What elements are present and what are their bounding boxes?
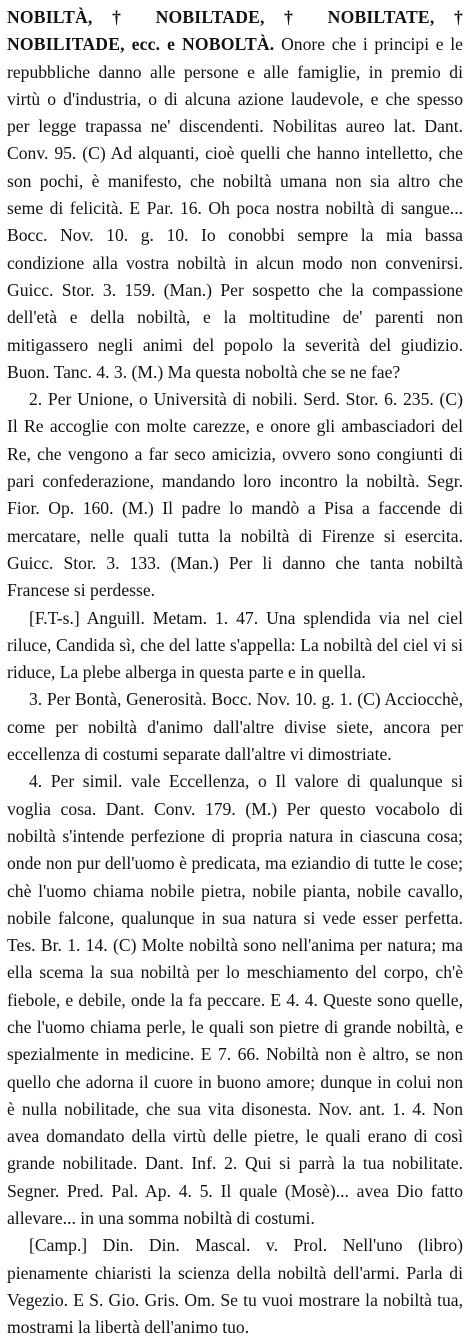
entry-sense-2: 2. Per Unione, o Università di nobili. Serd. Stor. 6. 235. (C) Il Re accoglie con molte carezze, e onore gli ambasciadori del Re, che vengono a far seco amicizia, ovvero sono congiunti di pari confederazione, mandando loro incontro la nobiltà. Segr. Fior. Op. 160. (M.) Il padre lo mandò a Pisa a faccende di mercatare, nelle quali tutta la nobiltà di Firenze si esercita. Guicc. Stor. 3. 133. (Man.) Per li danno che tanta nobiltà Francese si perdesse.: [7, 389, 463, 601]
entry-definition: [7, 4, 463, 386]
entry-sense-4: 4. Per simil. vale Eccellenza, o Il valore di qualunque si voglia cosa. Dant. Conv. 179. (M.) Per questo vocabolo di nobiltà s'intende perfezione di propria natura in ciascuna cosa; onde non pur dell'uomo è predicata, ma eziandio di tutte le cose; chè l'uomo chiama nobile pietra, nobile pianta, nobile cavallo, nobile falcone, qualunque in sua natura si vede esser perfetta. Tes. Br. 1. 14. (C) Molte nobiltà sono nell'anima per natura; ma ella scema la sua nobiltà per lo meschiamento del corpo, ch'è fiebole, e debile, onde la fa peccare. E 4. 4. Queste sono quelle, che l'uomo chiama perle, le quali son pietre di grande nobiltà, e spezialmente in medicine. E 7. 66. Nobiltà non è altro, se non quello che adorna il cuore in buono amore; dunque in colui non è nulla nobilitade, che sua vita disonesta. Nov. ant. 1. 4. Non avea domandato della virtù delle pietre, le quali erano di così grande nobilitade. Dant. Inf. 2. Qui si parrà la tua nobilitate. Segner. Pred. Pal. Ap. 4. 5. Il quale (Mosè)... avea Dio fatto allevare... in una somma nobiltà di costumi.: [7, 771, 463, 1229]
entry-citation-anguillara: [F.T-s.] Anguill. Metam. 1. 47. Una splendida via nel ciel riluce, Candida sì, che del latte s'appella: La nobiltà del ciel vi si riduce, La plebe alberga in questa parte e in quella.: [7, 607, 463, 683]
entry-sense-3: 3. Per Bontà, Generosità. Bocc. Nov. 10. g. 1. (C) Acciocchè, come per nobiltà d'animo dall'altre divise siete, ancora per eccellenza di costumi separate dall'altre vi dimostriate.: [7, 689, 463, 765]
entry-sense-1: Onore che i principi e le repubbliche danno alle persone e alle famiglie, in premio di virtù o d'industria, o di alcuna azione laudevole, e che spesso per legge trapassa ne' discendenti. Nobilitas aureo lat. Dant. Conv. 95. (C) Ad alquanti, cioè quelli che hanno intelletto, che son pochi, è manifesto, che nobiltà umana non sia altro che seme di felicità. E Par. 16. Oh poca nostra nobiltà di sangue... Bocc. Nov. 10. g. 10. Io conobbi sempre la mia bassa condizione alla vostra nobiltà in alcun modo non convenirsi. Guicc. Stor. 3. 159. (Man.) Per sospetto che la compassione dell'età e della nobiltà, e la moltitudine de' parenti non mitigassero negli animi del popolo la severità del giudizio. Buon. Tanc. 4. 3. (M.) Ma questa noboltà che se ne fae?: [7, 34, 463, 382]
entry-citation-mascalcia: [Camp.] Din. Din. Mascal. v. Prol. Nell'uno (libro) pienamente chiaristi la scienza della nobiltà dell'armi. Parla di Vegezio. E S. Gio. Gris. Om. Se tu vuoi mostrare la nobiltà tua, mostrami la libertà dell'animo tuo.: [7, 1235, 463, 1338]
entry-headword: NOBILTÀ, † NOBILTADE, † NOBILTATE, † NOBILITADE, ecc. e NOBOLTÀ.: [7, 7, 463, 55]
